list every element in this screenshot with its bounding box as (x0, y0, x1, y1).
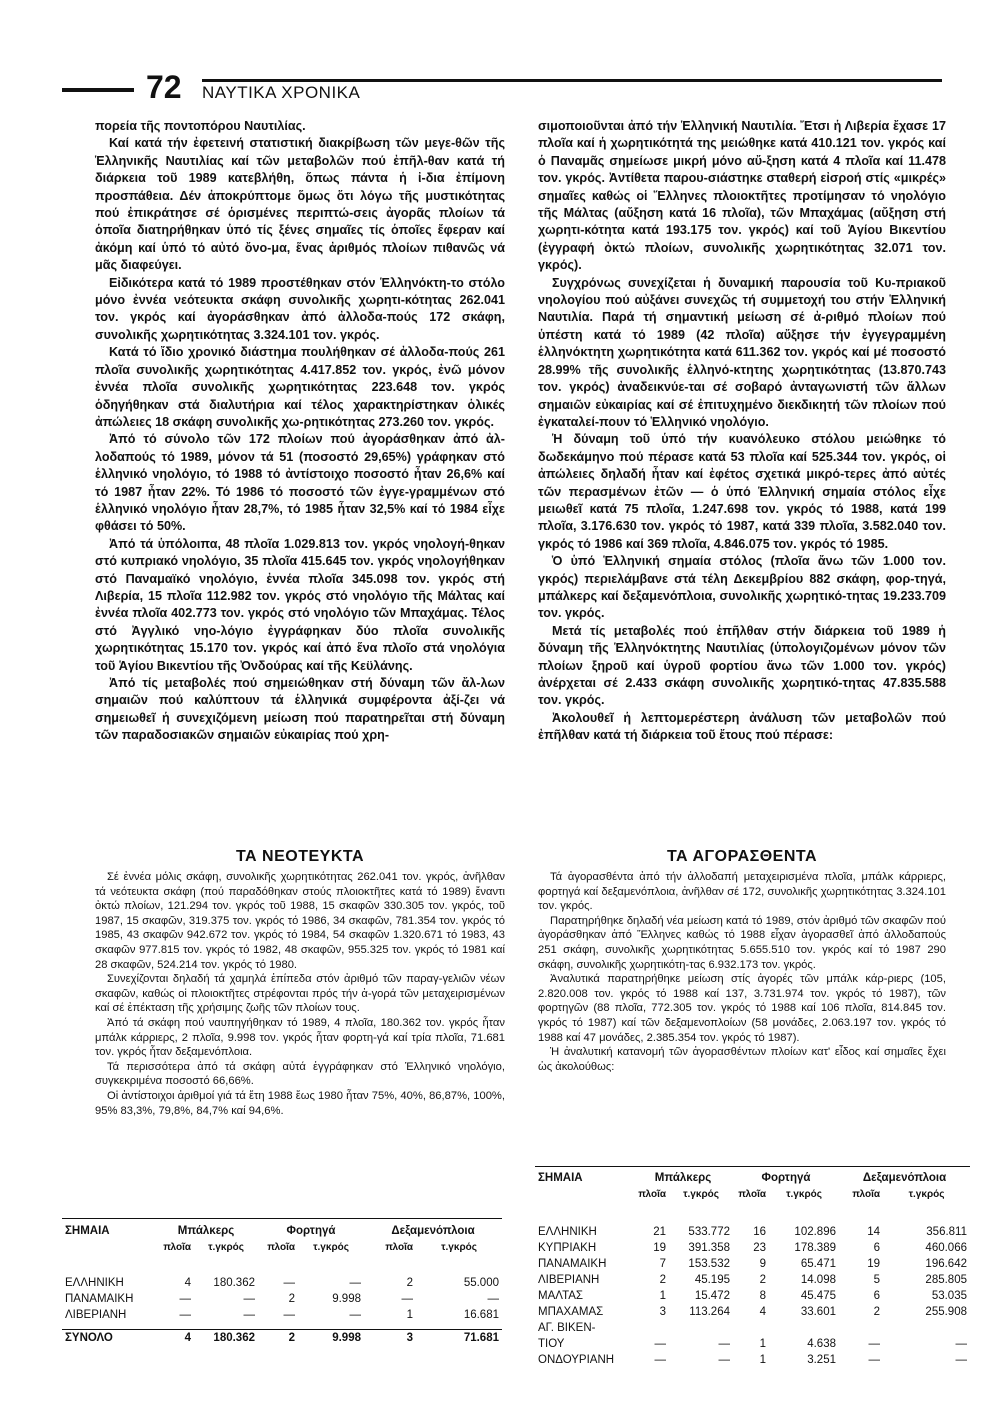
table-subheader: πλοῖα (385, 1241, 413, 1253)
table-rule (62, 1218, 502, 1219)
table-cell: 180.362 (213, 1332, 255, 1344)
table-cell: 14.098 (800, 1274, 836, 1286)
page-header (62, 68, 942, 108)
paragraph: Τά περισσότερα ἀπό τά σκάφη αὐτά ἐγγράφηκαν στό Ἑλληνικό νηολόγιο, συγκεκριμένα ποσοστό 66,66%. (95, 1060, 505, 1088)
paragraph: σιμοποιοῦνται ἀπό τήν Ἑλληνική Ναυτιλία. Ἔτσι ἡ Λιβερία ἔχασε 17 πλοῖα καί ἡ χωρητικότητά της μειώθηκε κατά 410.121 τον. γκρός καί ὁ Παναμᾶς σημείωσε μικρή μόνο αὔ-ξηση κατά 4 πλοῖα καί 11.478 τον. γκρός. Ἀντίθετα παρου-σιάστηκε σταθερή εἰσροή στίς «μικρές» σημαῖες καθώς οἱ Ἕλληνες πλοιοκτῆτες προτίμησαν τό νηολόγιο τῆς Μάλτας (αὔξηση κατά 16 πλοῖα), τῶν Μπαχάμας (αὔξηση στή χωρητι-κότητα κατά 193.175 τον. γκρός) καί τοῦ Ἁγίου Βικεντίου (ἐγγραφή ὀκτώ πλοίων, συνολικῆς χωρητικότητας 32.071 τον. γκρός). (538, 119, 946, 273)
table-row (535, 1288, 970, 1304)
table-cell: 9 (759, 1258, 766, 1270)
table-cell: — (718, 1338, 730, 1350)
table-cell: 1 (759, 1338, 766, 1350)
paragraph: Μετά τίς μεταβολές πού ἐπῆλθαν στήν διάρκεια τοῦ 1989 ἡ δύναμη τῆς Ἑλληνόκτητης Ναυτιλίας (ὑπολογιζομένων μόνον τῶν πλοίων ξηροῦ καί ὑγροῦ φορτίου ἄνω τῶν 1.000 τον. γκρός) ἀνέρχεται σέ 2.433 σκάφη συνολικῆς χωρητικό-τητας 47.835.588 τον. γκρός. (538, 623, 946, 708)
table-cell: — (179, 1293, 191, 1305)
publication-title: ΝΑΥΤΙΚΑ ΧΡΟΝΙΚΑ (202, 83, 361, 102)
table-cell: ΛΙΒΕΡΙΑΝΗ (538, 1274, 600, 1286)
table-cell: 2 (288, 1293, 295, 1305)
table-cell: 5 (873, 1274, 880, 1286)
paragraph: Παρατηρήθηκε δηλαδή νέα μείωση κατά τό 1989, στόν ἀριθμό τῶν σκαφῶν πού ἀγοράσθηκαν ἀπό Ἕλληνες καθώς τό 1988 εἶχαν ἀγορασθεῖ ἀπό ἀλλοδαπούς 251 σκάφη, συνολικῆς χωρητικότητας 5.655.510 τον. γκρός καί τό 1987 290 σκάφη, συνολικῆς χωρητικότη-τας 6.932.173 τον. γκρός. (538, 914, 946, 971)
table-rule (535, 1166, 970, 1167)
table-total-row (62, 1330, 502, 1347)
table-cell: 460.066 (925, 1242, 967, 1254)
table-cell: 16.681 (463, 1309, 499, 1321)
table-subheader: πλοῖα (638, 1188, 666, 1200)
paragraph: Ἀκολουθεῖ ἡ λεπτομερέστερη ἀνάλυση τῶν μεταβολῶν πού ἐπῆλθαν κατά τή διάρκεια τοῦ ἔτους πού πέρασε: (538, 710, 946, 743)
table-cell (769, 1320, 839, 1336)
table-cell: — (283, 1277, 295, 1289)
table-cell: ΣΥΝΟΛΟ (65, 1332, 113, 1344)
paragraph: Ὁ ὑπό Ἑλληνική σημαία στόλος (πλοῖα ἄνω τῶν 1.000 τον. γκρός) περιελάμβανε στά τέλη Δεκεμβρίου 882 σκάφη, φορ-τηγά, μπάλκερς καί δεξαμενόπλοια, συνολικῆς χωρητικό-τητας 19.233.709 τον. γκρός. (538, 554, 946, 621)
table-subheader: πλοῖα (163, 1241, 191, 1253)
table-cell: 14 (867, 1226, 880, 1238)
purchased-text (538, 870, 946, 1074)
header-rule-left (62, 88, 134, 92)
table-cell: ΕΛΛΗΝΙΚΗ (538, 1226, 597, 1238)
table-cell: 2 (406, 1277, 413, 1289)
table-cell: 4.638 (807, 1338, 836, 1350)
table-cell: 33.601 (800, 1306, 836, 1318)
table-cell: 391.358 (688, 1242, 730, 1254)
table-cell: — (868, 1354, 880, 1366)
table-cell: ΜΠΑΧΑΜΑΣ (538, 1306, 604, 1318)
paragraph: Ἀπό τά σκάφη πού ναυπηγήθηκαν τό 1989, 4 πλοῖα, 180.362 τον. γκρός ἦταν μπάλκ κάρριερς, 2 πλοῖα, 9.998 τον. γκρός ἦταν φορτη-γά καί τρία πλοῖα, 71.681 τον. γκρός ἦταν δεξαμενόπλοια. (95, 1016, 505, 1059)
table-cell: 2 (288, 1332, 295, 1344)
table-row (535, 1352, 970, 1368)
article-column-right (538, 118, 946, 745)
table-cell: — (654, 1354, 666, 1366)
table-cell: — (179, 1309, 191, 1321)
table-cell: 53.035 (931, 1290, 967, 1302)
table-cell: 6 (873, 1290, 880, 1302)
page-number: 72 (146, 69, 182, 105)
table-cell: 19 (653, 1242, 666, 1254)
table-cell: ΠΑΝΑΜΑΙΚΗ (65, 1293, 134, 1305)
table-cell: 4 (184, 1332, 191, 1344)
table-row (535, 1304, 970, 1320)
table-cell: — (955, 1354, 967, 1366)
table-cell: 102.896 (794, 1226, 836, 1238)
table-subheader: τ.γκρός (441, 1241, 477, 1253)
paragraph: Συγχρόνως συνεχίζεται ἡ δυναμική παρουσία τοῦ Κυ-πριακοῦ νηολογίου πού αὐξάνει συνεχῶς τή συμμετοχή του στήν Ἑλληνική Ναυτιλία. Παρά τή σημαντική μείωση σέ ἀ-ριθμό πλοίων πού ὑπέστη κατά τό 1989 (42 πλοῖα) αὔξησε τήν ἐγγεγραμμένη ἑλληνόκτητη χωρητικότητα κατά 611.362 τον. γκρός καί μέ ποσοστό 28.99% τῆς συνολικῆς ἑλληνό-κτητης χωρητικότητας (13.870.743 τον. γκρός) ἀναδεικνύε-ται σέ σοβαρό ἀνταγωνιστή τῶν ἄλλων σημαιῶν εὐκαιρίας καί σέ ἐπιτυχημένο διεκδικητή τῶν πλοίων πού ἐγκαταλεί-πουν τό Ἑλληνικό νηολόγιο. (538, 275, 946, 429)
new-builds-table (62, 1223, 502, 1346)
table-cell: — (349, 1277, 361, 1289)
table-cell: 3 (659, 1306, 666, 1318)
table-cell: 1 (406, 1309, 413, 1321)
table-row (535, 1272, 970, 1288)
table-cell: 1 (759, 1354, 766, 1366)
table-subheader: τ.γκρός (786, 1188, 822, 1200)
table-cell (733, 1320, 769, 1336)
table-header: Φορτηγά (286, 1225, 336, 1237)
table-cell: ΤΙΟΥ (538, 1338, 565, 1350)
table-cell: 45.475 (800, 1290, 836, 1302)
table-cell: 6 (873, 1242, 880, 1254)
table-header: ΣΗΜΑΙΑ (65, 1225, 110, 1237)
table-cell: ΚΥΠΡΙΑΚΗ (538, 1242, 597, 1254)
table-cell: 4 (759, 1306, 766, 1318)
table-cell: 4 (184, 1277, 191, 1289)
table-cell: 153.532 (688, 1258, 730, 1270)
table-cell: 15.472 (694, 1290, 730, 1302)
table-subheader: τ.γκρός (313, 1241, 349, 1253)
new-builds-text (95, 870, 505, 1118)
table-cell: 9.998 (332, 1293, 361, 1305)
table-cell: — (718, 1354, 730, 1366)
table-header: Φορτηγά (761, 1172, 811, 1184)
table-row (62, 1307, 502, 1323)
table-cell (883, 1320, 970, 1336)
table-row (535, 1336, 970, 1352)
paragraph: Ἀπό τό σύνολο τῶν 172 πλοίων πού ἀγοράσθηκαν ἀπό ἀλ-λοδαπούς τό 1989, μόνον τά 51 (ποσοστό 29,65%) γράφηκαν στό ἑλληνικό νηολόγιο, τό 1988 τό ἀντίστοιχο ποσοστό ἦταν 26,6% καί τό 1987 ἦταν 22%. Τό 1986 τό ποσοστό τῶν ἐγγε-γραμμένων στό ἑλληνικό νηολόγιο ἦταν 28,7%, τό 1985 ἦταν 32,5% καί τό 1984 εἶχε φθάσει τό 50%. (95, 432, 505, 534)
table-row (535, 1320, 970, 1336)
table-cell: — (243, 1309, 255, 1321)
table-header: ΣΗΜΑΙΑ (538, 1172, 583, 1184)
table-cell: — (868, 1338, 880, 1350)
table-cell: ΜΑΛΤΑΣ (538, 1290, 584, 1302)
table-subheader: πλοῖα (267, 1241, 295, 1253)
table-cell: 55.000 (463, 1277, 499, 1289)
table-cell: 7 (659, 1258, 666, 1270)
table-cell: 113.264 (689, 1306, 730, 1318)
table-cell: 2 (659, 1274, 666, 1286)
table-cell: ΠΑΝΑΜΑΙΚΗ (538, 1258, 607, 1270)
table-cell (839, 1320, 883, 1336)
paragraph: Κατά τό ἴδιο χρονικό διάστημα πουλήθηκαν σέ ἀλλοδα-πούς 261 πλοῖα συνολικῆς χωρητικότητας 4.417.852 τον. γκρός, ἐνῶ μόνον ἐννέα πλοῖα συνολικῆς χωρητικότητας 223.648 τον. γκρός ὁδηγήθηκαν στά διαλυτήρια καί τέλος χαρακτηρίστηκαν ὁλικές ἀπώλειες 18 σκάφη συνολικῆς χω-ρητικότητας 273.260 τον. γκρός. (95, 345, 505, 429)
table-row (535, 1240, 970, 1256)
table-cell: ΟΝΔΟΥΡΙΑΝΗ (538, 1354, 615, 1366)
table-cell: 2 (873, 1306, 880, 1318)
table-cell: 19 (867, 1258, 880, 1270)
table-cell: ΑΓ. ΒΙΚΕΝ- (538, 1322, 596, 1334)
table-cell: 196.642 (925, 1258, 967, 1270)
table-row (535, 1256, 970, 1272)
table-cell (669, 1320, 733, 1336)
table-cell: 3 (406, 1332, 413, 1344)
table-row (535, 1224, 970, 1240)
paragraph: Ἡ δύναμη τοῦ ὑπό τήν κυανόλευκο στόλου μειώθηκε τό δωδεκάμηνο πού πέρασε κατά 53 πλοῖα καί 525.344 τον. γκρός, οἱ ἀπώλειες δηλαδή ἦταν καί ἐφέτος σχετικά μικρό-τερες ἀπό αὐτές τῶν περασμένων ἐτῶν — ὁ ὑπό Ἑλληνική σημαία στόλος εἶχε μειωθεῖ κατά 75 πλοῖα, 1.247.698 τον. γκρός τό 1988, κατά 199 πλοῖα, 3.176.630 τον. γκρός τό 1987, κατά 339 πλοῖα, 3.582.040 τον. γκρός τό 1986 καί 369 πλοῖα, 4.846.075 τον. γκρός τό 1985. (538, 432, 946, 551)
paragraph: Οἱ ἀντίστοιχοι ἀριθμοί γιά τά ἔτη 1988 ἕως 1980 ἦταν 75%, 40%, 86,87%, 100%, 95% 83,3%, 79,8%, 84,7% καί 94,6%. (95, 1089, 505, 1117)
table-cell: — (349, 1309, 361, 1321)
paragraph: Συνεχίζονται δηλαδή τά χαμηλά ἐπίπεδα στόν ἀριθμό τῶν παραγ-γελιῶν νέων σκαφῶν, καθώς οἱ πλοιοκτῆτες στρέφονται πρός τήν ἀ-γορά τῶν μεταχειρισμένων καί σέ ἐπέκταση τῆς χρήσιμης ζωῆς τῶν πλοίων τους. (95, 973, 505, 1015)
paragraph: Ἀναλυτικά παρατηρήθηκε μείωση στίς ἀγορές τῶν μπάλκ κάρ-ριερς (105, 2.820.008 τον. γκρός τό 1988 καί 137, 3.731.974 τον. γκρός τό 1987), τῶν φορτηγῶν (88 πλοῖα, 772.305 τον. γκρός τό 1988 καί 106 πλοῖα, 814.845 τον. γκρός τό 1987) καί τῶν δεξαμενοπλοίων (58 μονάδες, 2.063.197 τον. γκρός τό 1988 καί 47 μονάδες, 2.385.354 τον. γκρός τό 1987). (538, 973, 946, 1044)
table-cell: 178.389 (794, 1242, 836, 1254)
table-subheader: τ.γκρός (683, 1188, 719, 1200)
table-row (62, 1291, 502, 1307)
table-subheader: πλοῖα (852, 1188, 880, 1200)
table-cell: 533.772 (688, 1226, 730, 1238)
paragraph: Ἀπό τά ὑπόλοιπα, 48 πλοῖα 1.029.813 τον. γκρός νηολογή-θηκαν στό κυπριακό νηολόγιο, 35 πλοῖα 415.645 τον. γκρός νηολογήθηκαν στό Παναμαϊκό νηολόγιο, ἐννέα πλοῖα 345.098 τον. γκρός στή Λιβερία, 15 πλοῖα 112.982 τον. γκρός στό νηολόγιο τῆς Μάλτας καί ἐννέα πλοῖα 402.773 τον. γκρός στό νηολόγιο τῶν Μπαχάμας. Τέλος στό Ἀγγλικό νηο-λόγιο ἐγγράφηκαν δύο πλοῖα συνολικῆς χωρητικότητας 15.170 τον. γκρός καί ἀπό ἕνα πλοῖο στά νηολόγια τοῦ Ἁγίου Βικεντίου τῆς Ὀνδούρας καί τῆς Κεϋλάνης. (95, 536, 505, 673)
table-cell: 71.681 (463, 1332, 499, 1344)
table-cell: 180.362 (213, 1277, 255, 1289)
table-cell: 45.195 (694, 1274, 730, 1286)
table-cell: 9.998 (332, 1332, 361, 1344)
section-title-purchased: ΤΑ ΑΓΟΡΑΣΘΕΝΤΑ (666, 848, 818, 865)
table-cell: ΕΛΛΗΝΙΚΗ (65, 1277, 124, 1289)
table-cell: 16 (753, 1226, 766, 1238)
table-cell: 21 (653, 1226, 666, 1238)
table-subheader: πλοῖα (738, 1188, 766, 1200)
table-cell: — (401, 1293, 413, 1305)
section-title-new-builds: ΤΑ ΝΕΟΤΕΥΚΤΑ (235, 848, 365, 865)
table-header: Δεξαμενόπλοια (862, 1172, 947, 1184)
table-cell: — (654, 1338, 666, 1350)
table-cell: 3.251 (807, 1354, 836, 1366)
table-cell: — (955, 1338, 967, 1350)
table-header: Δεξαμενόπλοια (391, 1225, 475, 1237)
table-subheader: τ.γκρός (208, 1241, 244, 1253)
table-cell: 255.908 (925, 1306, 967, 1318)
table-header: Μπάλκερς (654, 1172, 712, 1184)
paragraph: Σέ ἐννέα μόλις σκάφη, συνολικῆς χωρητικότητας 262.041 τον. γκρός, ἀνῆλθαν τά νεότευκτα σκάφη (πού παραδόθηκαν στούς πλοιοκτῆτες κατά τό 1989) ἔναντι ὀκτώ πλοίων, 121.294 τον. γκρός τοῦ 1988, 15 σκαφῶν 330.305 τον. γκρός, τοῦ 1987, 15 σκαφῶν, 319.375 τον. γκρός τό 1986, 34 σκαφῶν, 781.354 τον. γκρός τό 1985, 43 σκαφῶν 942.672 τον. γκρός τό 1984, 54 σκαφῶν 1.320.671 τό 1983, 43 σκαφῶν 977.815 τον. γκρός τό 1982, 48 σκαφῶν, 955.325 τον. γκρός τό 1981 καί 28 σκαφῶν, 524.214 τον. γκρός τό 1980. (95, 871, 505, 971)
table-cell: 2 (759, 1274, 766, 1286)
paragraph: Τά ἀγορασθέντα ἀπό τήν ἀλλοδαπή μεταχειρισμένα πλοῖα, μπάλκ κάρριερς, φορτηγά καί δεξαμενόπλοια, ἀνῆλθαν σέ 172, συνολικῆς χωρητικότητας 3.324.101 τον. γκρός. (538, 871, 946, 913)
table-cell (633, 1320, 669, 1336)
table-cell: — (243, 1293, 255, 1305)
table-header: Μπάλκερς (177, 1225, 235, 1237)
table-cell: 356.811 (926, 1226, 967, 1238)
purchased-table (535, 1170, 970, 1368)
table-cell: 8 (759, 1290, 766, 1302)
table-cell: 1 (659, 1290, 666, 1302)
paragraph: πορεία τῆς ποντοπόρου Ναυτιλίας. (95, 119, 306, 133)
table-cell: — (487, 1293, 499, 1305)
paragraph: Ἡ ἀναλυτική κατανομή τῶν ἀγορασθέντων πλοίων κατ' εἶδος καί σημαῖες ἔχει ὡς ἀκολούθως: (538, 1046, 946, 1073)
table-row (62, 1275, 502, 1291)
table-cell: ΛΙΒΕΡΙΑΝΗ (65, 1309, 127, 1321)
table-cell: — (283, 1309, 295, 1321)
paragraph: Καί κατά τήν ἐφετεινή στατιστική διακρίβωση τῶν μεγε-θῶν τῆς Ἑλληνικῆς Ναυτιλίας καί τῶν μεταβολῶν πού ἐπῆλ-θαν κατά τή διάρκεια τοῦ 1989 κατεβλήθη, ὅπως πάντα ἡ ἰ-δια ἐπίμονη προσπάθεια. Δέν ἀποκρύπτομε ὅμως ὅτι λόγω τῆς μυστικότητας πού ἐπικράτησε σέ ὁρισμένες περιπτώ-σεις ἀγορᾶς πλοίων τά ὁποῖα διατηρήθηκαν ὑπό τίς ξένες σημαῖες τίς ὁποῖες ἔφεραν καί ἀκόμη καί ὑπό τό αὐτό ὄνο-μα, ἕνας ἀριθμός πλοίων πιθανῶς νά μᾶς διαφεύγει. (95, 136, 505, 273)
table-cell: 23 (753, 1242, 766, 1254)
paragraph: Εἰδικότερα κατά τό 1989 προστέθηκαν στόν Ἑλληνόκτη-το στόλο μόνο ἐννέα νεότευκτα σκάφη συνολικῆς χωρητι-κότητας 262.041 τον. γκρός καί ἀγοράσθηκαν ἀπό ἀλλοδα-πούς 172 σκάφη, συνολικῆς χωρητικότητας 3.324.101 τον. γκρός. (95, 275, 505, 342)
table-cell: 285.805 (925, 1274, 967, 1286)
table-cell: 65.471 (800, 1258, 836, 1270)
table-subheader: τ.γκρός (908, 1188, 945, 1200)
paragraph: Ἀπό τίς μεταβολές πού σημειώθηκαν στή δύναμη τῶν ἄλ-λων σημαιῶν πού καλύπτουν τά ἑλληνικά συμφέροντα ἀξί-ζει νά σημειωθεῖ ἡ συνεχιζόμενη μείωση πού παρατηρεῖται στή δύναμη τῶν παραδοσιακῶν σημαιῶν εὐκαιρίας πού χρη- (95, 676, 505, 743)
article-column-left (95, 118, 505, 745)
